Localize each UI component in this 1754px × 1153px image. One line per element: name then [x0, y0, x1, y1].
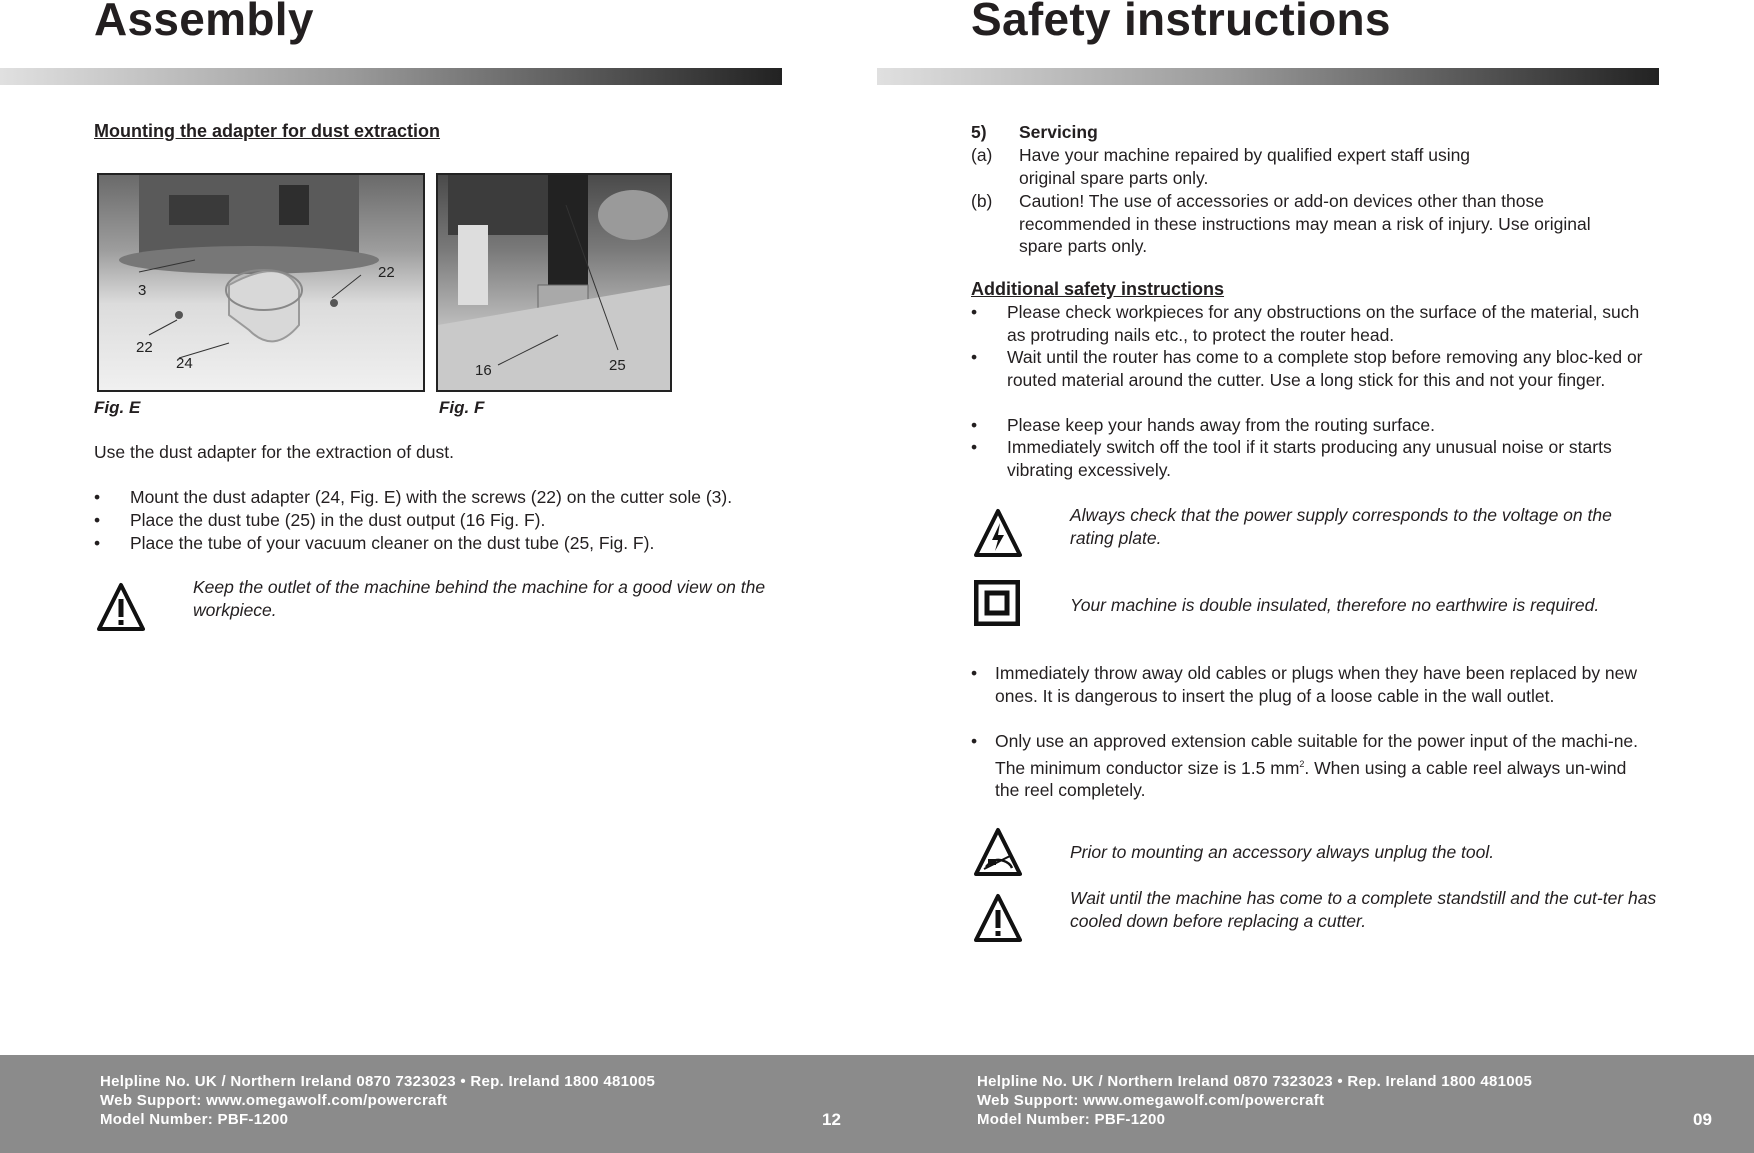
intro-text: Use the dust adapter for the extraction of dust. [94, 442, 454, 462]
footer [877, 1055, 1754, 1153]
callout-3: 3 [138, 282, 147, 299]
list-item: • Immediately switch off the tool if it starts producing any unusual noise or starts vibrating excessively. [971, 437, 1612, 480]
page-title: Assembly [94, 0, 314, 45]
item-label: (a) [971, 145, 993, 165]
figure-f-illustration [438, 175, 670, 390]
title-bar [877, 68, 1659, 85]
electric-hazard-icon [974, 508, 1022, 558]
title-bar [0, 68, 782, 85]
section-number: 5) [971, 122, 987, 142]
insulation-note: Your machine is double insulated, therefore no earthwire is required. [1070, 595, 1600, 615]
warning-icon [97, 582, 145, 632]
warning-text: Keep the outlet of the machine behind the machine for a good view on the workpiece. [193, 577, 766, 620]
section-heading: Additional safety instructions [971, 279, 1225, 299]
list-item: • Immediately throw away old cables or plugs when they have been replaced by new ones. It is dangerous to insert the plug of a loose cable in the wall outlet. [971, 663, 1638, 706]
list-item: • Only use an approved extension cable suitable for the power input of the machi-ne. The minimum conductor size is 1.5 $mm^2$. When using a cable reel always un-wind the reel completely. [971, 731, 1639, 800]
web-support: Web Support: www.omegawolf.com/powercraft [100, 1092, 448, 1109]
page-title: Safety instructions [971, 0, 1391, 45]
unplug-icon [974, 827, 1022, 877]
footer [0, 1055, 877, 1153]
callout-22: 22 [136, 339, 153, 356]
page-number: 12 [822, 1110, 841, 1129]
figure-e-illustration [99, 175, 423, 390]
callout-25: 25 [609, 357, 626, 374]
list-item: • Please keep your hands away from the routing surface. [971, 415, 1436, 435]
right-page [877, 0, 1754, 1153]
list-item: • Wait until the router has come to a complete stop before removing any bloc-ked or routed material around the cutter. Use a long stick for this and not your finger. [971, 347, 1643, 390]
list-item: • Place the dust tube (25) in the dust output (16 Fig. F). [94, 510, 546, 530]
figure-f-caption: Fig. F [439, 398, 485, 417]
model-number: Model Number: PBF-1200 [977, 1111, 1166, 1128]
helpline: Helpline No. UK / Northern Ireland 0870 7323023 • Rep. Ireland 1800 481005 [977, 1073, 1533, 1090]
warning-icon [974, 893, 1022, 943]
voltage-warning: Always check that the power supply corresponds to the voltage on the rating plate. [1070, 505, 1612, 548]
list-item: • Please check workpieces for any obstructions on the surface of the material, such as protruding nails etc., to protect the router head. [971, 302, 1640, 345]
section-heading: Mounting the adapter for dust extraction [94, 121, 441, 141]
figure-f-photo [436, 173, 672, 392]
callout-16: 16 [475, 362, 492, 379]
helpline: Helpline No. UK / Northern Ireland 0870 7323023 • Rep. Ireland 1800 481005 [100, 1073, 656, 1090]
list-item: • Mount the dust adapter (24, Fig. E) with the screws (22) on the cutter sole (3). [94, 487, 733, 507]
cutter-warning: Wait until the machine has come to a complete standstill and the cut-ter has cooled down before replacing a cutter. [1070, 888, 1657, 931]
item-label: (b) [971, 191, 993, 211]
unplug-warning: Prior to mounting an accessory always unplug the tool. [1070, 842, 1495, 862]
servicing-a: Have your machine repaired by qualified expert staff using original spare parts only. [1019, 145, 1471, 188]
page-number: 09 [1693, 1110, 1712, 1129]
web-support: Web Support: www.omegawolf.com/powercraft [977, 1092, 1325, 1109]
section-heading: Servicing [1019, 122, 1098, 142]
model-number: Model Number: PBF-1200 [100, 1111, 289, 1128]
servicing-b: Caution! The use of accessories or add-on devices other than those recommended in these instructions may mean a risk of injury. Use original spare parts only. [1019, 191, 1591, 256]
callout-22: 22 [378, 264, 395, 281]
callout-24: 24 [176, 355, 193, 372]
double-insulation-icon [974, 580, 1020, 626]
figure-e-caption: Fig. E [94, 398, 141, 417]
list-item: • Place the tube of your vacuum cleaner on the dust tube (25, Fig. F). [94, 533, 655, 553]
